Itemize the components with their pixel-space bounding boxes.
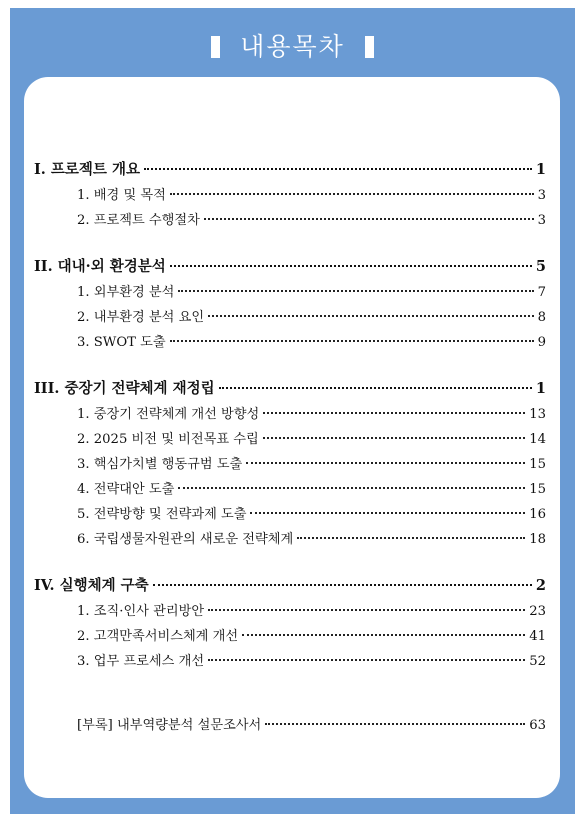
- toc-page-number: 16: [529, 507, 546, 522]
- toc-item[interactable]: [34, 403, 546, 428]
- toc-page-number: 5: [535, 258, 546, 275]
- toc-page-number: 15: [529, 457, 546, 472]
- dot-leader: [170, 193, 534, 195]
- toc-page-number: 3: [537, 188, 546, 203]
- toc-item-label: 3. 핵심가치별 행동규범 도출: [77, 457, 243, 472]
- toc-page-number: 7: [537, 285, 546, 300]
- dot-leader: [250, 512, 525, 514]
- dot-leader: [297, 537, 525, 539]
- toc-item[interactable]: [34, 453, 546, 478]
- toc-page-number: 52: [529, 654, 546, 669]
- table-of-contents: [34, 158, 546, 739]
- dot-leader: [208, 659, 525, 661]
- toc-item[interactable]: [34, 600, 546, 625]
- dot-leader: [153, 584, 532, 586]
- dot-leader: [170, 265, 532, 267]
- toc-page-number: 3: [537, 213, 546, 228]
- title-bar-right: [365, 36, 374, 58]
- toc-item-label: 3. SWOT 도출: [77, 335, 166, 350]
- toc-item-label: [부록] 내부역량분석 설문조사서: [77, 718, 262, 733]
- toc-item-label: 1. 조직·인사 관리방안: [77, 604, 205, 619]
- toc-page-number: 8: [537, 310, 546, 325]
- toc-page-number: 15: [529, 482, 546, 497]
- toc-item-label: 1. 외부환경 분석: [77, 285, 175, 300]
- toc-item-label: 2. 2025 비전 및 비전목표 수립: [77, 432, 259, 447]
- dot-leader: [178, 487, 525, 489]
- dot-leader: [144, 168, 532, 170]
- toc-section-2[interactable]: [34, 255, 546, 281]
- toc-item-label: 1. 배경 및 목적: [77, 188, 166, 203]
- title-bar-left: [211, 36, 220, 58]
- toc-page-number: 18: [529, 532, 546, 547]
- toc-section-3[interactable]: [34, 377, 546, 403]
- toc-item[interactable]: [34, 528, 546, 553]
- toc-section-label: IV. 실행체계 구축: [34, 577, 149, 594]
- toc-item[interactable]: [34, 650, 546, 675]
- dot-leader: [263, 412, 525, 414]
- toc-page-number: 14: [529, 432, 546, 447]
- toc-page-number: 1: [535, 161, 546, 178]
- dot-leader: [170, 340, 534, 342]
- toc-page-number: 23: [529, 604, 546, 619]
- toc-item-label: 2. 고객만족서비스체계 개선: [77, 629, 239, 644]
- toc-section-4[interactable]: [34, 574, 546, 600]
- toc-item[interactable]: [34, 331, 546, 356]
- toc-item-label: 3. 업무 프로세스 개선: [77, 654, 205, 669]
- toc-item[interactable]: [34, 184, 546, 209]
- dot-leader: [208, 315, 534, 317]
- title-text: 내용목차: [240, 32, 345, 61]
- toc-section-label: I. 프로젝트 개요: [34, 161, 140, 178]
- dot-leader: [263, 437, 525, 439]
- dot-leader: [219, 387, 532, 389]
- toc-item-label: 4. 전략대안 도출: [77, 482, 175, 497]
- dot-leader: [242, 634, 525, 636]
- toc-item-label: 1. 중장기 전략체계 개선 방향성: [77, 407, 260, 422]
- toc-item[interactable]: [34, 281, 546, 306]
- toc-page-number: 13: [529, 407, 546, 422]
- toc-item[interactable]: [34, 428, 546, 453]
- toc-page-number: 1: [535, 380, 546, 397]
- dot-leader: [178, 290, 533, 292]
- toc-item-label: 2. 내부환경 분석 요인: [77, 310, 205, 325]
- page-title: [10, 30, 575, 64]
- toc-item-label: 5. 전략방향 및 전략과제 도출: [77, 507, 247, 522]
- toc-item[interactable]: [34, 503, 546, 528]
- toc-page-number: 63: [529, 718, 546, 733]
- toc-page-number: 41: [529, 629, 546, 644]
- toc-page-number: 9: [537, 335, 546, 350]
- toc-item-label: 2. 프로젝트 수행절차: [77, 213, 200, 228]
- toc-item[interactable]: [34, 306, 546, 331]
- toc-section-label: III. 중장기 전략체계 재정립: [34, 380, 215, 397]
- toc-item[interactable]: [34, 478, 546, 503]
- toc-item[interactable]: [34, 209, 546, 234]
- toc-page-number: 2: [535, 577, 546, 594]
- dot-leader: [246, 462, 525, 464]
- toc-section-1[interactable]: [34, 158, 546, 184]
- toc-item-label: 6. 국립생물자원관의 새로운 전략체계: [77, 532, 294, 547]
- dot-leader: [208, 609, 525, 611]
- dot-leader: [204, 218, 534, 220]
- toc-item[interactable]: [34, 625, 546, 650]
- toc-appendix[interactable]: [34, 714, 546, 739]
- toc-section-label: II. 대내·외 환경분석: [34, 258, 166, 275]
- dot-leader: [265, 723, 525, 725]
